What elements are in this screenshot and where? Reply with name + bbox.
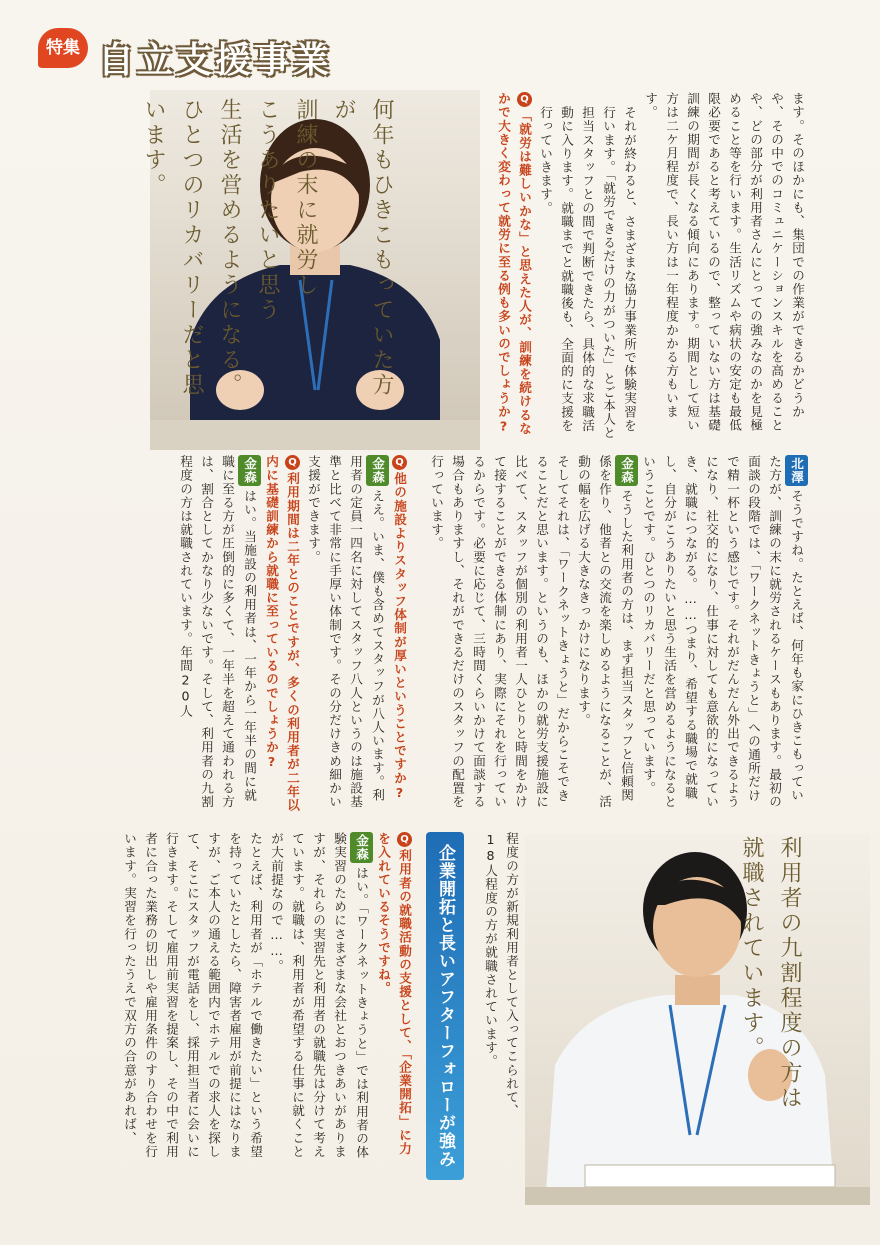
question-text: 他の施設よりスタッフ体制が厚いということですか? xyxy=(392,472,407,801)
body-paragraph: たとえば、利用者が「ホテルで働きたい」という希望を持っていたとしたら、障害者雇用が前提にはなりますが、ご本人の通える範囲内でホテルでの求人を探して、そこにスタッフが電話をし、採用担当者に会いに行きます。そして雇用前実習を提案し、その中で利用者に合った業務の切出しや雇用条件のすり合わせを行います。実習を行ったうえで双方の合意があれば、 xyxy=(122,832,263,1159)
speaker-badge-kanamori: 金森 xyxy=(615,455,638,486)
interview-question xyxy=(261,455,303,815)
question-text: 利用者の就職活動の支援として、「企業開拓」に力を入れているそうですね。 xyxy=(376,832,412,1156)
question-text: 利用期間は二年とのことですが、多くの利用者が二年以内に基礎訓練から就職に至っているのでしょうか? xyxy=(264,455,300,812)
body-column-top-right xyxy=(478,92,808,442)
question-text: 「就労は難しいかな」と思えた人が、訓練を続けるなかで大きく変わって就労に至る例も多いのでしょうか? xyxy=(496,92,532,436)
answer-kanamori xyxy=(266,832,373,1162)
body-column-mid-right xyxy=(429,455,808,815)
pull-quote-2 xyxy=(732,836,808,1136)
question-icon: Q xyxy=(399,833,410,846)
section-subheading: 企業開拓と長いアフターフォローが強み xyxy=(426,832,464,1180)
pull-quote-1 xyxy=(134,98,400,418)
answer-kanamori xyxy=(175,455,261,815)
interview-question xyxy=(389,455,410,815)
answer-kanamori xyxy=(573,455,638,815)
body-paragraph: そしてそれは、「ワークネットきょうと」だからこそできることだと思います。というのも、ほかの就労支援施設に比べて、スタッフが個別の利用者一人ひとりと時間をかけて接することができる体制にあり、実際にそれを行っているからです。必要に応じて、三時間くらいかけて面談する場合もありますし、それができるだけのスタッフの配置を行っています。 xyxy=(429,455,570,809)
answer-text: そうですね。たとえば、何年も家にひきこもっていた方が、訓練の末に就労されるケースもあります。最初の面談の段階では、「ワークネットきょうと」への通所だけで精一杯という感じです。それがだんだん外出できるようになり、社交的になり、仕事に対しても意欲的になっていき、就職につながる。……つまり、希望する職場で就職し、自分がこうありたいと思う生活を営めるようになるということです。ひとつのリカバリーだと思っています。 xyxy=(641,455,804,809)
quote-line: ひとつのリカバリーだと思います。 xyxy=(141,98,204,398)
interview-question xyxy=(373,832,415,1162)
photo-staff-man xyxy=(525,835,870,1205)
quote-line: 就職されています。 xyxy=(739,836,764,1061)
quote-line: 訓練の末に就労し xyxy=(293,98,318,298)
speaker-badge-kanamori: 金森 xyxy=(350,832,373,863)
quote-line: こうありたいと思う xyxy=(255,98,280,323)
body-column-bottom-left xyxy=(80,832,415,1162)
answer-text: ええ。いま、僕も含めてスタッフが八人います。利用者の定員一四名に対してスタッフ八人というのは施設基準と比べて非常に手厚い体制です。その分だけきめ細かい支援ができます。 xyxy=(306,455,385,809)
section-header xyxy=(38,28,358,84)
body-paragraph: ます。そのほかにも、集団での作業ができるかどうかや、その中でのコミュニケーションスキルを高めることや、どの部分が利用者さんにとっての強みなのかを見極めること等を行います。生活リズムや病状の安定も最低限必要であると考えているので、整っていない方は基礎訓練の期間が長くなる傾向にあります。期間として短い方は二ケ月程度で、長い方は一年程度かかる方もいます。 xyxy=(643,92,805,432)
answer-text: そうした利用者の方は、まず担当スタッフと信頼関係を作り、他者との交流を楽しめるようになることが、活動の幅を広げる大きなきっかけになります。 xyxy=(576,455,634,809)
speaker-badge-kitazawa: 北澤 xyxy=(785,455,808,486)
body-paragraph: それが終わると、さまざまな協力事業所で体験実習を行います。「就労できるだけの力がついた」とご本人と担当スタッフとの間で判断できたら、具体的な求職活動に入ります。就職までと就職後も、全面的に支援を行っていきます。 xyxy=(538,106,637,440)
answer-text: はい。当施設の利用者は、一年から一年半の間に就職に至る方が圧倒的に多くて、一年半を超えて通われる方は、割合としてかなり少ないです。そして、利用者の九割程度の方は就職されています。年間20人 xyxy=(178,455,257,809)
question-icon: Q xyxy=(394,456,405,469)
interview-question xyxy=(493,92,535,442)
answer-kitazawa xyxy=(638,455,808,815)
quote-line: 利用者の九割程度の方は xyxy=(777,836,802,1111)
body-paragraph: 程度の方が新規利用者として入ってこられて、18人程度の方が就職されています。 xyxy=(483,832,519,1118)
answer-kanamori xyxy=(303,455,389,815)
question-icon: Q xyxy=(519,93,530,106)
question-icon: Q xyxy=(287,456,298,469)
answer-text: はい。「ワークネットきょうと」では利用者の体験実習のためにさまざまな会社とおつきあいがありますが、それらの実習先と利用者の就職先は分けて考えています。就職は、利用者が希望する仕事に就くことが大前提なので……。 xyxy=(269,832,369,1160)
speaker-badge-kanamori: 金森 xyxy=(366,455,389,486)
quote-line: 生活を営めるようになる。 xyxy=(217,98,242,398)
body-column-bottom-continued xyxy=(476,832,522,1132)
body-column-mid-left xyxy=(80,455,410,815)
quote-line: 何年もひきこもっていた方が xyxy=(331,98,394,398)
feature-tag: 特集 xyxy=(38,28,88,68)
page-title: 自立支援事業 xyxy=(98,40,333,81)
speaker-badge-kanamori: 金森 xyxy=(238,455,261,486)
